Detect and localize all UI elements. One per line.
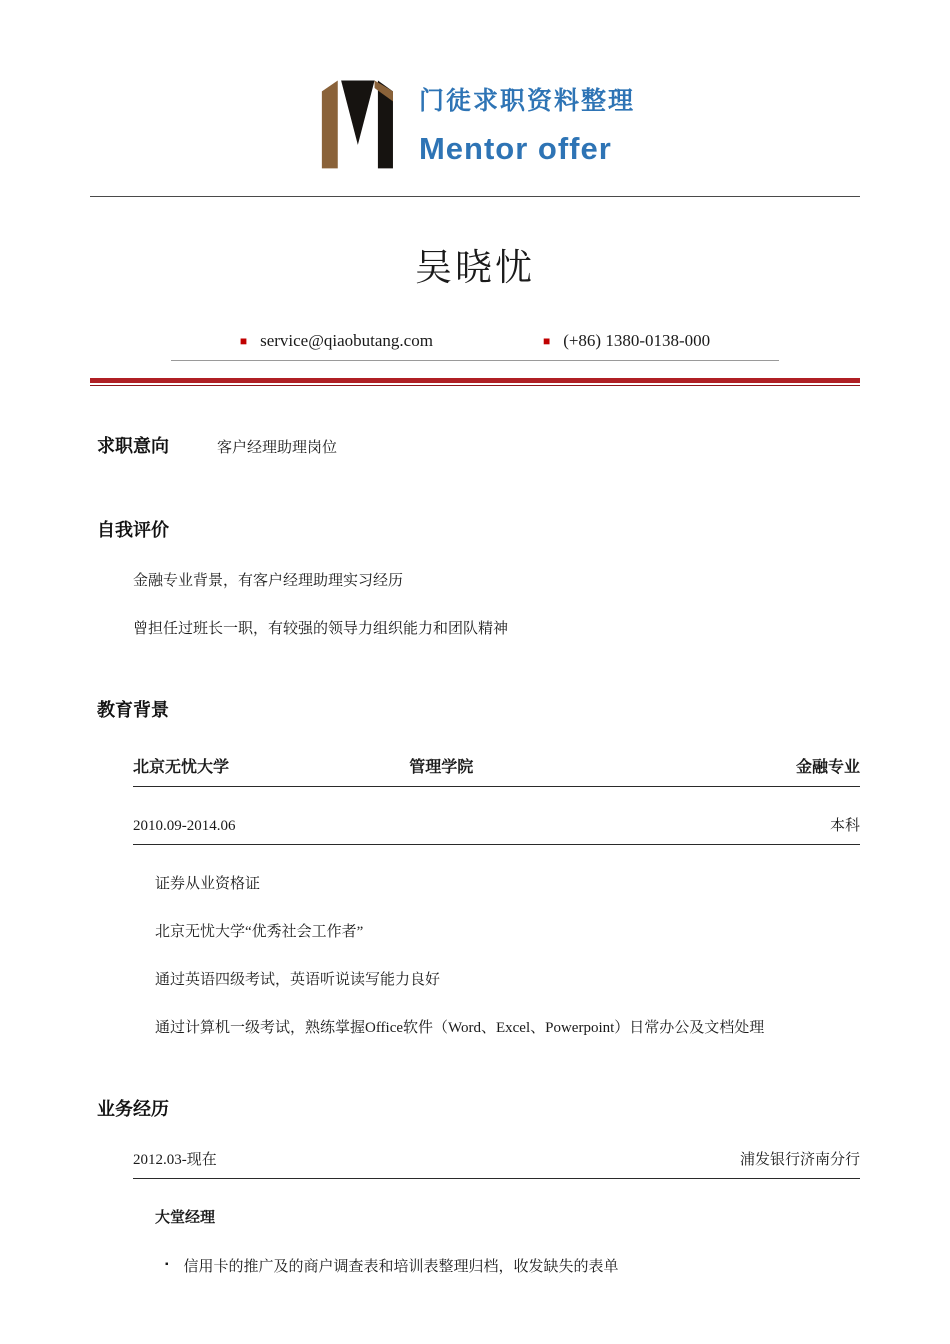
experience-period-row <box>133 1148 860 1179</box>
mentor-logo-icon <box>315 78 399 170</box>
education-school-row <box>133 754 860 787</box>
brand-header <box>0 0 950 170</box>
email-bullet-icon: ■ <box>239 334 248 348</box>
education-school: 北京无忧大学 <box>133 759 230 776</box>
brand-name-chinese: 门徒求职资料整理 <box>418 87 635 115</box>
experience-bullet-text: 信用卡的推广及的商户调查表和培训表整理归档，收发缺失的表单 <box>183 1259 619 1275</box>
education-degree: 本科 <box>829 818 860 834</box>
candidate-name: 吴晓忧 <box>415 248 535 289</box>
education-college: 管理学院 <box>409 759 474 776</box>
brand-text <box>419 81 635 167</box>
section-experience <box>90 1095 860 1276</box>
education-period: 2010.09-2014.06 <box>133 818 236 834</box>
experience-period: 2012.03-现在 <box>133 1152 217 1168</box>
education-item: 北京无忧大学“优秀社会工作者” <box>155 924 364 940</box>
resume-body <box>0 432 950 1276</box>
self-evaluation-item: 金融专业背景，有客户经理助理实习经历 <box>133 573 404 589</box>
phone-contact <box>543 331 710 351</box>
section-education <box>90 696 860 1037</box>
accent-bar-thick <box>90 378 860 383</box>
education-item: 通过计算机一级考试，熟练掌握Office软件（Word、Excel、Powerpoint）日常办公及文档处理 <box>155 1020 765 1036</box>
section-objective <box>90 432 860 458</box>
brand-name-english: Mentor offer <box>418 131 612 166</box>
education-major: 金融专业 <box>795 759 860 776</box>
objective-heading: 求职意向 <box>97 436 169 456</box>
contact-row <box>0 331 950 351</box>
section-self-evaluation <box>90 516 860 638</box>
email-text: service@qiaobutang.com <box>260 331 433 350</box>
education-period-row <box>133 814 860 845</box>
experience-heading: 业务经历 <box>97 1099 169 1119</box>
self-evaluation-heading: 自我评价 <box>97 520 169 540</box>
bullet-square-icon: ▪ <box>165 1259 169 1270</box>
experience-company: 浦发银行济南分行 <box>739 1152 860 1168</box>
contact-underline <box>171 360 779 361</box>
education-heading: 教育背景 <box>97 700 169 720</box>
accent-bar-thin <box>90 385 860 386</box>
objective-value: 客户经理助理岗位 <box>217 440 338 456</box>
email-contact <box>240 331 433 351</box>
phone-text: (+86) 1380-0138-000 <box>563 331 711 350</box>
phone-bullet-icon: ■ <box>542 334 551 348</box>
header-divider <box>90 196 860 197</box>
education-item: 证券从业资格证 <box>155 876 261 892</box>
experience-bullet <box>97 1255 860 1276</box>
experience-position: 大堂经理 <box>155 1209 216 1226</box>
education-item: 通过英语四级考试，英语听说读写能力良好 <box>155 972 441 988</box>
self-evaluation-item: 曾担任过班长一职，有较强的领导力组织能力和团队精神 <box>133 621 509 637</box>
